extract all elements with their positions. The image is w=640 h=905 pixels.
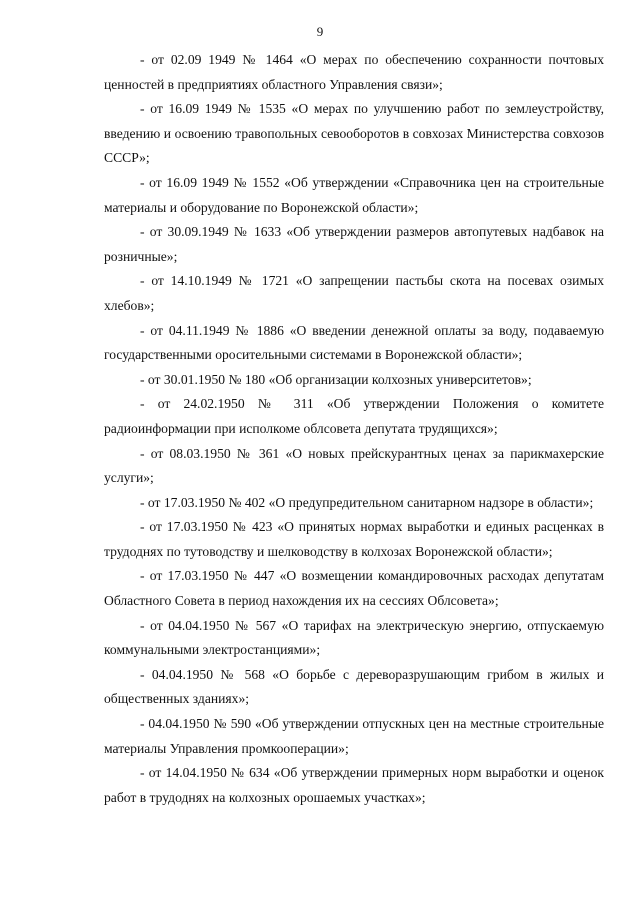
list-item: - от 30.01.1950 № 180 «Об организации колхозных университетов»; xyxy=(140,371,532,387)
list-item: - от 17.03.1950 № 402 «О предупредительном санитарном надзоре в области»; xyxy=(140,494,594,510)
list-item: - от 16.09 1949 № 1552 «Об утверждении «Справочника цен на строительные материалы и оборудование по Воронежской области»; xyxy=(104,174,604,215)
list-item: - от 16.09 1949 № 1535 «О мерах по улучшению работ по землеустройству, введению и освоению травопольных севооборотов в совхозах Министерства совхозов СССР»; xyxy=(104,101,604,166)
list-item: - от 14.10.1949 № 1721 «О запрещении пастьбы скота на посевах озимых хлебов»; xyxy=(104,273,604,313)
list-item: - от 30.09.1949 № 1633 «Об утверждении размеров автопутевых надбавок на розничные»; xyxy=(104,224,604,264)
list-item: - 04.04.1950 № 590 «Об утверждении отпускных цен на местные строительные материалы Управления промкооперации»; xyxy=(104,716,604,756)
list-item: - от 04.11.1949 № 1886 «О введении денежной оплаты за воду, подаваемую государственными оросительными системами в Воронежской области»; xyxy=(104,322,604,363)
list-item: - 04.04.1950 № 568 «О борьбе с дереворазрушающим грибом в жилых и общественных зданиях»; xyxy=(104,666,604,707)
list-item: - от 02.09 1949 № 1464 «О мерах по обеспечению сохранности почтовых ценностей в предприятиях областного Управления связи»; xyxy=(104,52,604,92)
list-item: - от 04.04.1950 № 567 «О тарифах на электрическую энергию, отпускаемую коммунальными электростанциями»; xyxy=(104,617,604,658)
list-item: - от 24.02.1950 № 311 «Об утверждении Положения о комитете радиоинформации при исполкоме облсовета депутата трудящихся»; xyxy=(104,396,604,436)
page-number: 9 xyxy=(316,24,324,39)
list-item: - от 08.03.1950 № 361 «О новых прейскурантных ценах за парикмахерские услуги»; xyxy=(104,445,604,486)
list-item: - от 17.03.1950 № 447 «О возмещении командировочных расходах депутатам Областного Совета в период нахождения их на сессиях Облсовета»; xyxy=(104,568,604,609)
list-item: - от 14.04.1950 № 634 «Об утверждении примерных норм выработки и оценок работ в трудоднях на колхозных орошаемых участках»; xyxy=(104,765,604,805)
list-item: - от 17.03.1950 № 423 «О принятых нормах выработки и единых расценках в трудоднях по тутоводству и шелководству в колхозах Воронежской области»; xyxy=(104,519,604,559)
document-body xyxy=(104,48,604,810)
